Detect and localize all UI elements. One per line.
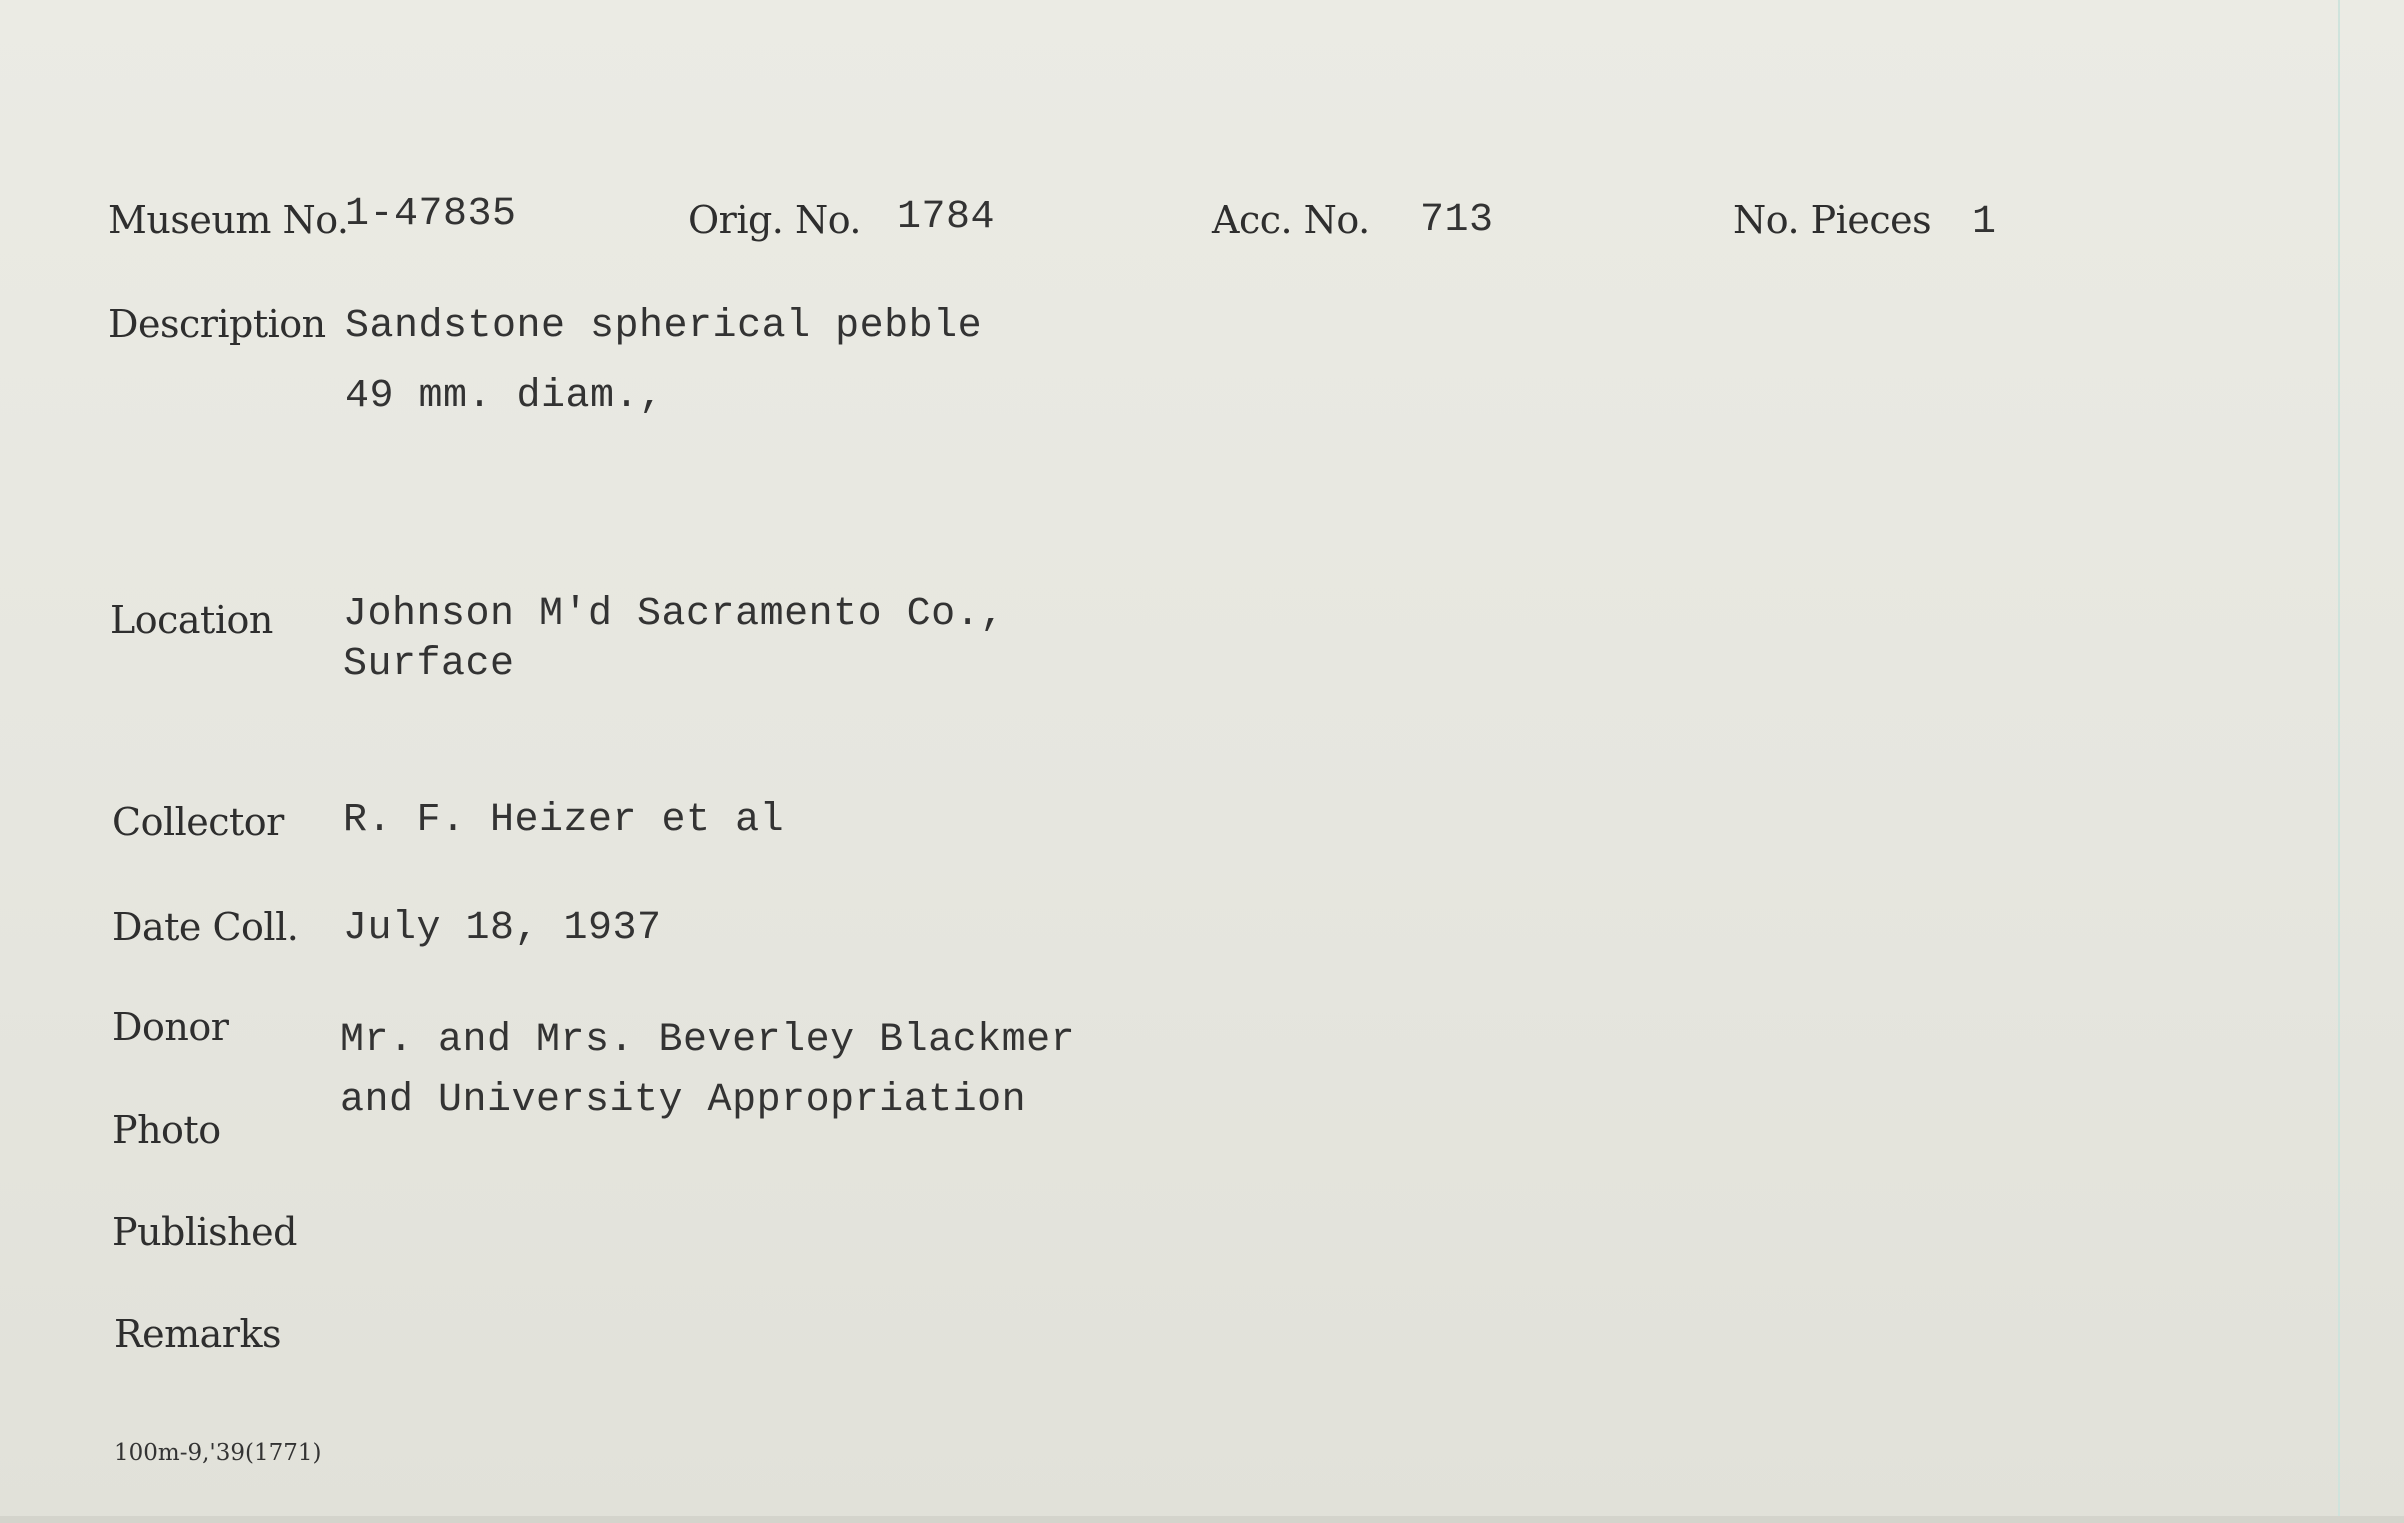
acc-no-label: Acc. No. [1212, 198, 1370, 242]
donor-label: Donor [112, 1005, 229, 1049]
no-pieces-value: 1 [1972, 200, 1997, 245]
remarks-label: Remarks [114, 1312, 281, 1356]
donor-line-1: Mr. and Mrs. Beverley Blackmer [340, 1018, 1076, 1063]
acc-no-value: 713 [1420, 198, 1494, 243]
description-label: Description [108, 302, 326, 346]
orig-no-label: Orig. No. [688, 198, 861, 242]
orig-no-value: 1784 [897, 195, 996, 240]
description-line-1: Sandstone spherical pebble [345, 304, 983, 349]
date-coll-label: Date Coll. [112, 905, 299, 949]
form-code: 100m-9,'39(1771) [114, 1440, 322, 1466]
museum-no-value: 1-47835 [345, 192, 517, 237]
photo-label: Photo [112, 1108, 221, 1152]
date-coll-value: July 18, 1937 [343, 906, 662, 951]
location-line-2: Surface [343, 642, 515, 687]
location-line-1: Johnson M'd Sacramento Co., [343, 592, 1005, 637]
published-label: Published [112, 1210, 297, 1254]
donor-line-2: and University Appropriation [340, 1078, 1027, 1123]
description-line-2: 49 mm. diam., [345, 374, 664, 419]
card-right-edge [2338, 0, 2340, 1523]
location-label: Location [110, 598, 273, 642]
card-bottom-edge [0, 1516, 2404, 1523]
collector-label: Collector [112, 800, 284, 844]
collector-value: R. F. Heizer et al [343, 798, 785, 843]
no-pieces-label: No. Pieces [1733, 198, 1932, 242]
museum-no-label: Museum No. [108, 198, 349, 242]
